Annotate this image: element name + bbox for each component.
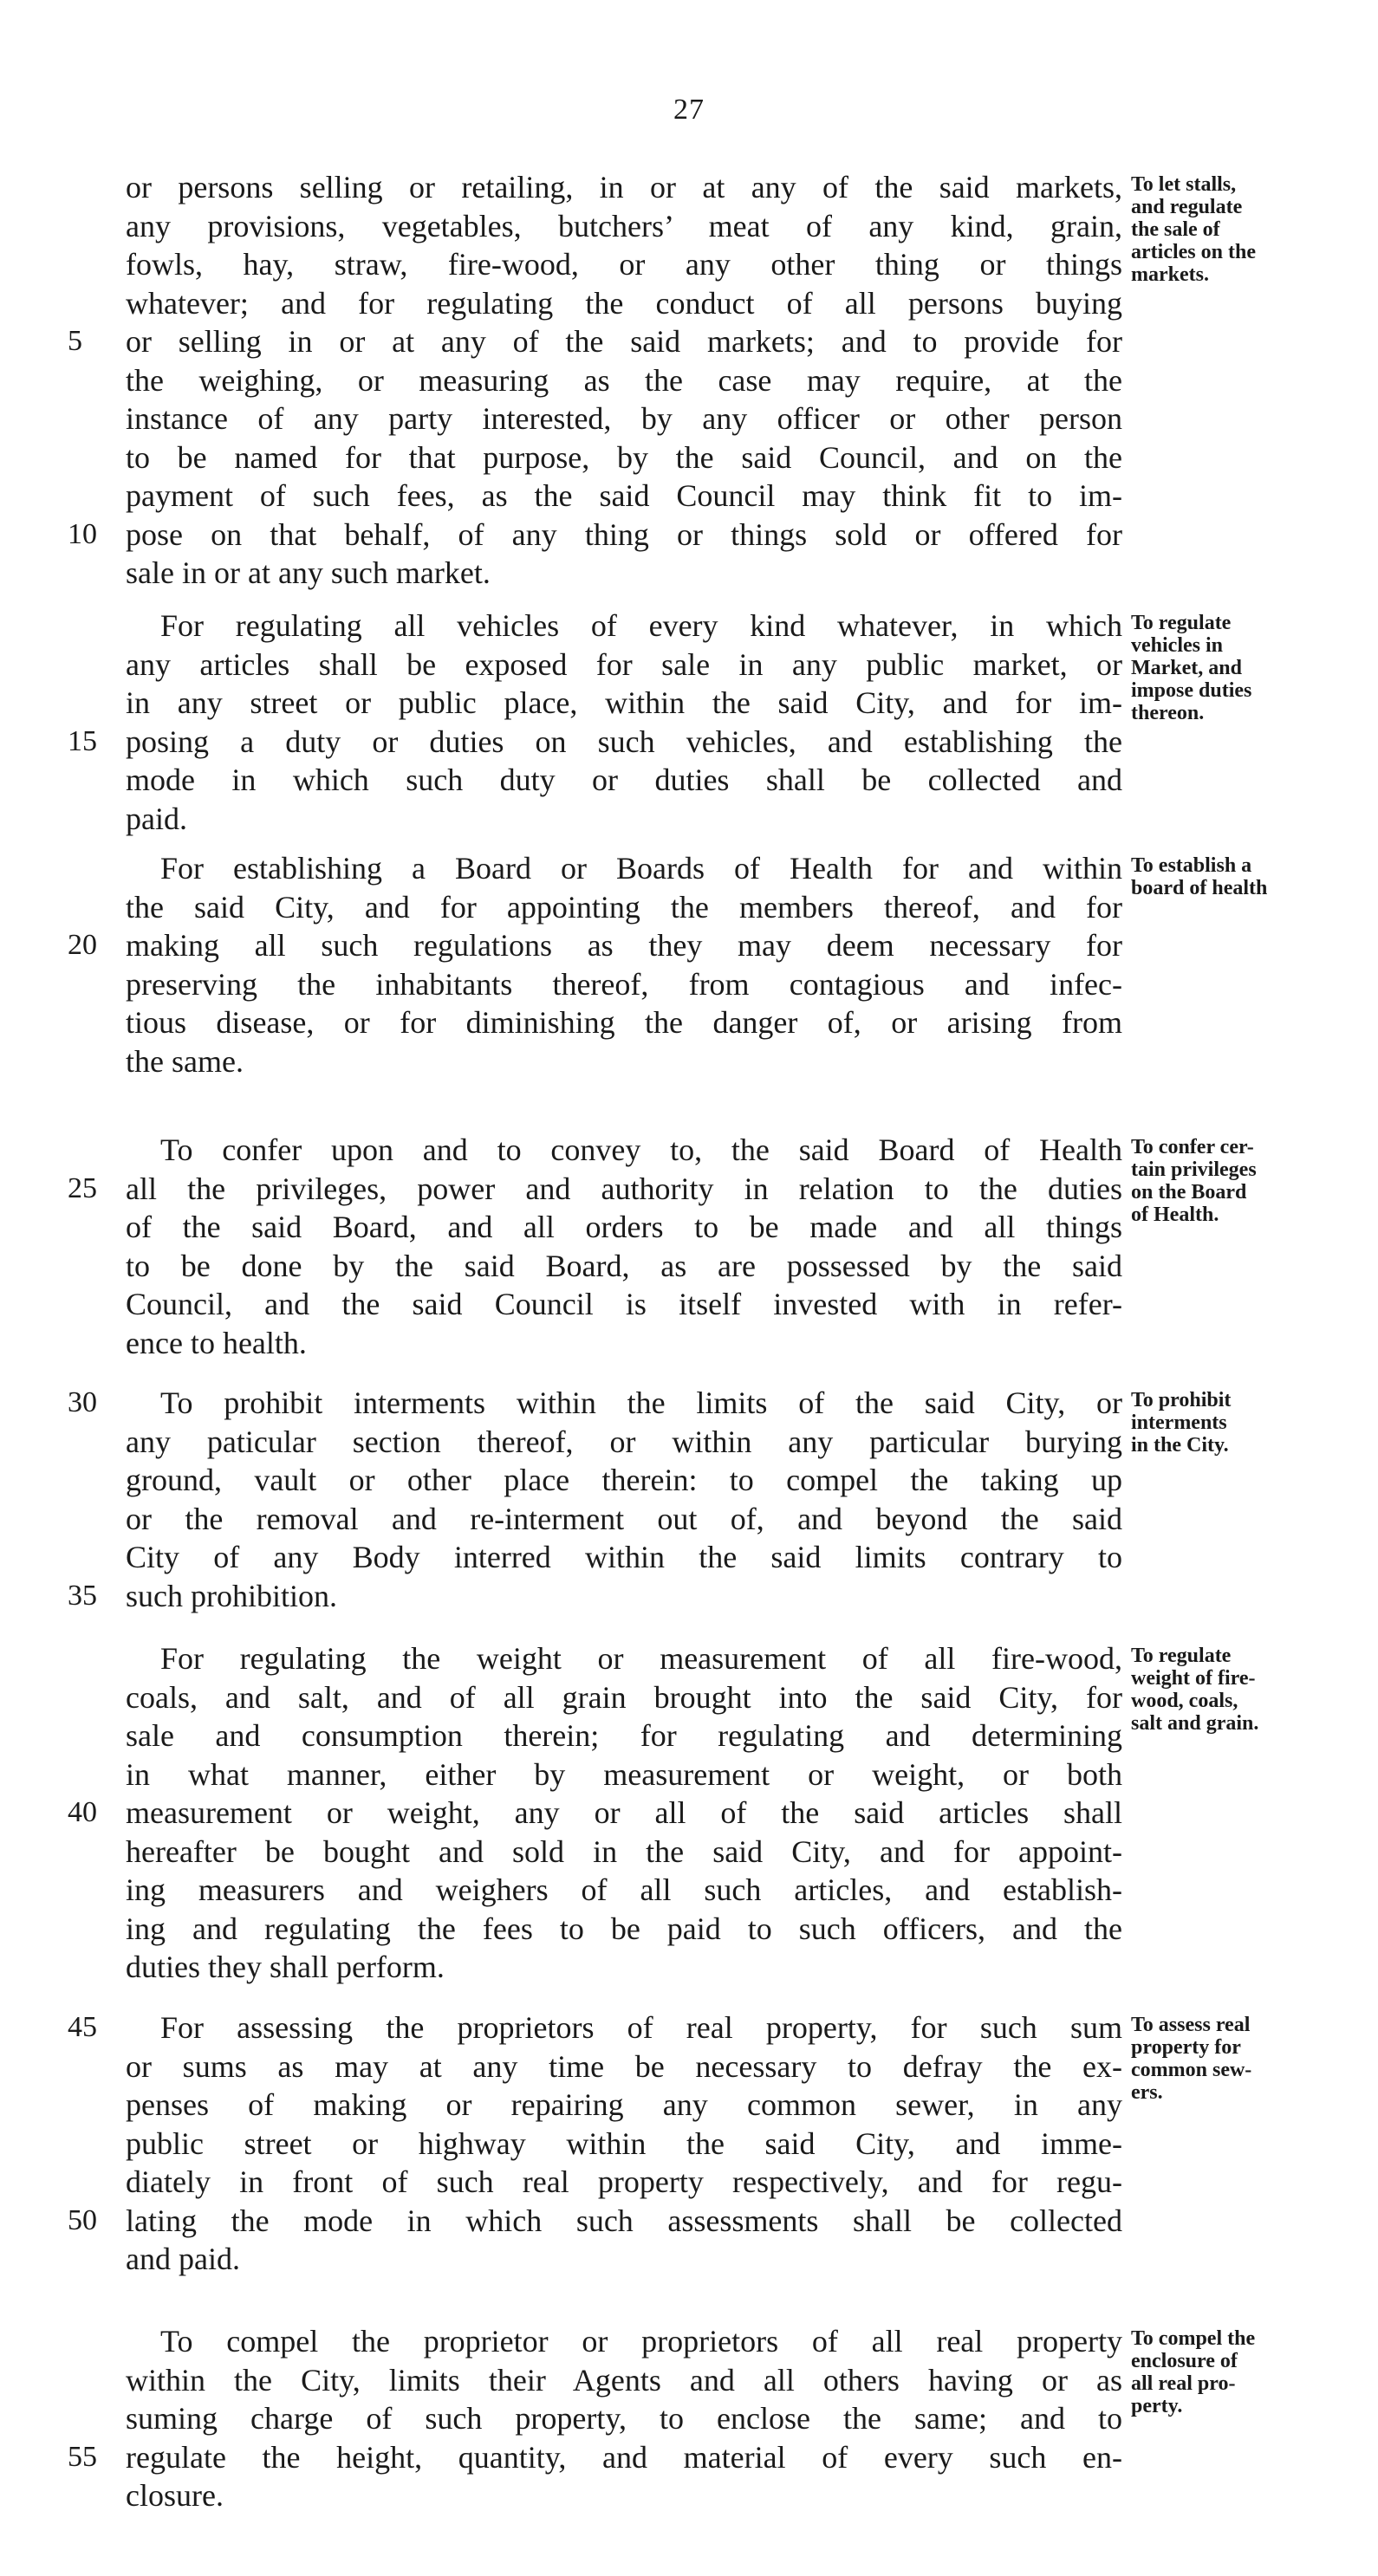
- margin-note-line: markets.: [1131, 263, 1209, 286]
- text-line: whatever; and for regulating the conduct of all persons buying: [126, 285, 1122, 321]
- text-line: sale and consumption therein; for regulating and determining: [126, 1718, 1122, 1753]
- margin-note-line: on the Board: [1131, 1181, 1247, 1204]
- text-line: public street or highway within the said City, and imme-: [126, 2125, 1122, 2161]
- margin-note: [1131, 2014, 1330, 2104]
- text-line: any provisions, vegetables, butchers’ meat of any kind, grain,: [126, 208, 1122, 243]
- margin-note-line: perty.: [1131, 2395, 1183, 2417]
- text-line: the weighing, or measuring as the case may require, at the: [126, 362, 1122, 398]
- text-line: For regulating the weight or measurement of all fire-wood,: [160, 1641, 1122, 1676]
- text-line: regulate the height, quantity, and material of every such en-: [126, 2439, 1122, 2475]
- text-line: and paid.: [126, 2242, 240, 2276]
- text-line: or sums as may at any time be necessary to defray the ex-: [126, 2048, 1122, 2084]
- text-line: or the removal and re-interment out of, and beyond the said: [126, 1501, 1122, 1536]
- text-line: hereafter be bought and sold in the said City, and for appoint-: [126, 1833, 1122, 1869]
- margin-note-line: impose duties: [1131, 679, 1252, 702]
- text-line: instance of any party interested, by any officer or other person: [126, 401, 1122, 436]
- text-line: or selling in or at any of the said markets; and to provide for: [126, 324, 1122, 359]
- text-line: the said City, and for appointing the members thereof, and for: [126, 889, 1122, 925]
- text-line: making all such regulations as they may deem necessary for: [126, 928, 1122, 963]
- margin-note: [1131, 1389, 1330, 1457]
- text-line: suming charge of such property, to enclose the same; and to: [126, 2401, 1122, 2436]
- text-line: ing measurers and weighers of all such articles, and establish-: [126, 1872, 1122, 1907]
- margin-note-line: and regulate: [1131, 196, 1243, 218]
- margin-note-line: the sale of: [1131, 218, 1220, 241]
- line-number: 55: [68, 2440, 97, 2473]
- margin-note-line: To regulate: [1131, 1645, 1232, 1667]
- text-line: or persons selling or retailing, in or at any of the said markets,: [126, 170, 1122, 204]
- text-line: to be named for that purpose, by the said Council, and on the: [126, 439, 1122, 475]
- text-line: City of any Body interred within the said limits contrary to: [126, 1540, 1122, 1574]
- text-line: diately in front of such real property respectively, and for regu-: [126, 2164, 1122, 2199]
- text-line: payment of such fees, as the said Council may think fit to im-: [126, 478, 1122, 513]
- text-line: any articles shall be exposed for sale in any public market, or: [126, 646, 1122, 682]
- margin-note-line: ers.: [1131, 2081, 1163, 2104]
- line-number: 30: [68, 1386, 97, 1418]
- text-line: coals, and salt, and of all grain brought into the said City, for: [126, 1679, 1122, 1715]
- text-line: measurement or weight, any or all of the said articles shall: [126, 1795, 1122, 1830]
- margin-note-line: To establish a: [1131, 854, 1252, 877]
- text-line: To prohibit interments within the limits of the said City, or: [160, 1385, 1122, 1420]
- text-line: ing and regulating the fees to be paid to such officers, and the: [126, 1911, 1122, 1946]
- text-line: For assessing the proprietors of real property, for such sum: [160, 2010, 1122, 2045]
- margin-note-line: To confer cer-: [1131, 1136, 1254, 1158]
- text-line: such prohibition.: [126, 1578, 337, 1613]
- text-line: pose on that behalf, of any thing or things sold or offered for: [126, 516, 1122, 552]
- text-line: tious disease, or for diminishing the danger of, or arising from: [126, 1005, 1122, 1040]
- margin-note-line: tain privileges: [1131, 1158, 1257, 1181]
- margin-note-line: To prohibit: [1131, 1389, 1232, 1411]
- text-line: To confer upon and to convey to, the said Board of Health: [160, 1132, 1122, 1167]
- margin-note: [1131, 173, 1330, 286]
- text-line: the same.: [126, 1043, 244, 1079]
- text-line: penses of making or repairing any common sewer, in any: [126, 2087, 1122, 2122]
- text-line: any paticular section thereof, or within any particular burying: [126, 1424, 1122, 1459]
- text-line: mode in which such duty or duties shall be collected and: [126, 762, 1122, 797]
- text-line: For regulating all vehicles of every kind whatever, in which: [160, 608, 1122, 643]
- line-number: 35: [68, 1579, 97, 1612]
- line-number: 5: [68, 325, 82, 357]
- margin-note-line: thereon.: [1131, 702, 1205, 724]
- margin-note-line: property for: [1131, 2036, 1241, 2059]
- margin-note-line: articles on the: [1131, 241, 1256, 263]
- text-line: fowls, hay, straw, fire-wood, or any other thing or things: [126, 247, 1122, 282]
- margin-note-line: wood, coals,: [1131, 1690, 1238, 1712]
- line-number: 25: [68, 1171, 97, 1204]
- text-line: to be done by the said Board, as are possessed by the said: [126, 1248, 1122, 1283]
- margin-note: [1131, 2327, 1330, 2417]
- text-line: paid.: [126, 801, 187, 836]
- margin-note-line: To compel the: [1131, 2327, 1256, 2350]
- line-number: 50: [68, 2203, 97, 2236]
- margin-note-line: interments: [1131, 1411, 1227, 1434]
- margin-note-line: vehicles in: [1131, 634, 1223, 657]
- margin-note: [1131, 854, 1330, 899]
- text-line: posing a duty or duties on such vehicles, and establishing the: [126, 723, 1122, 759]
- text-line: lating the mode in which such assessments shall be collected: [126, 2203, 1122, 2238]
- line-number: 40: [68, 1796, 97, 1828]
- text-line: sale in or at any such market.: [126, 555, 491, 590]
- margin-note-line: weight of fire-: [1131, 1667, 1256, 1690]
- margin-note: [1131, 612, 1330, 724]
- margin-note-line: board of health: [1131, 877, 1268, 899]
- margin-note-line: in the City.: [1131, 1434, 1229, 1457]
- margin-note-line: enclosure of: [1131, 2350, 1238, 2372]
- margin-note-line: all real pro-: [1131, 2372, 1236, 2395]
- margin-note-line: of Health.: [1131, 1204, 1219, 1226]
- text-line: Council, and the said Council is itself invested with in refer-: [126, 1287, 1122, 1321]
- text-line: all the privileges, power and authority in relation to the duties: [126, 1171, 1122, 1206]
- text-line: preserving the inhabitants thereof, from contagious and infec-: [126, 966, 1122, 1002]
- text-line: in any street or public place, within the said City, and for im-: [126, 685, 1122, 720]
- text-line: in what manner, either by measurement or weight, or both: [126, 1756, 1122, 1792]
- line-number: 10: [68, 517, 97, 550]
- line-number: 15: [68, 724, 97, 757]
- line-number: 45: [68, 2011, 97, 2043]
- text-line: duties they shall perform.: [126, 1950, 445, 1984]
- text-line: of the said Board, and all orders to be made and all things: [126, 1210, 1122, 1244]
- margin-note-line: To regulate: [1131, 612, 1232, 634]
- margin-note-line: To let stalls,: [1131, 173, 1237, 196]
- text-line: To compel the proprietor or proprietors of all real property: [160, 2324, 1122, 2359]
- page-number: 27: [673, 94, 705, 126]
- text-line: within the City, limits their Agents and all others having or as: [126, 2362, 1122, 2398]
- text-line: ground, vault or other place therein: to compel the taking up: [126, 1463, 1122, 1497]
- text-line: ence to health.: [126, 1325, 307, 1360]
- margin-note: [1131, 1645, 1330, 1735]
- margin-note-line: salt and grain.: [1131, 1712, 1259, 1735]
- text-line: For establishing a Board or Boards of Health for and within: [160, 851, 1122, 886]
- margin-note-line: Market, and: [1131, 657, 1242, 679]
- margin-note-line: To assess real: [1131, 2014, 1251, 2036]
- margin-note-line: common sew-: [1131, 2059, 1252, 2081]
- text-line: closure.: [126, 2478, 224, 2513]
- line-number: 20: [68, 929, 97, 961]
- margin-note: [1131, 1136, 1330, 1226]
